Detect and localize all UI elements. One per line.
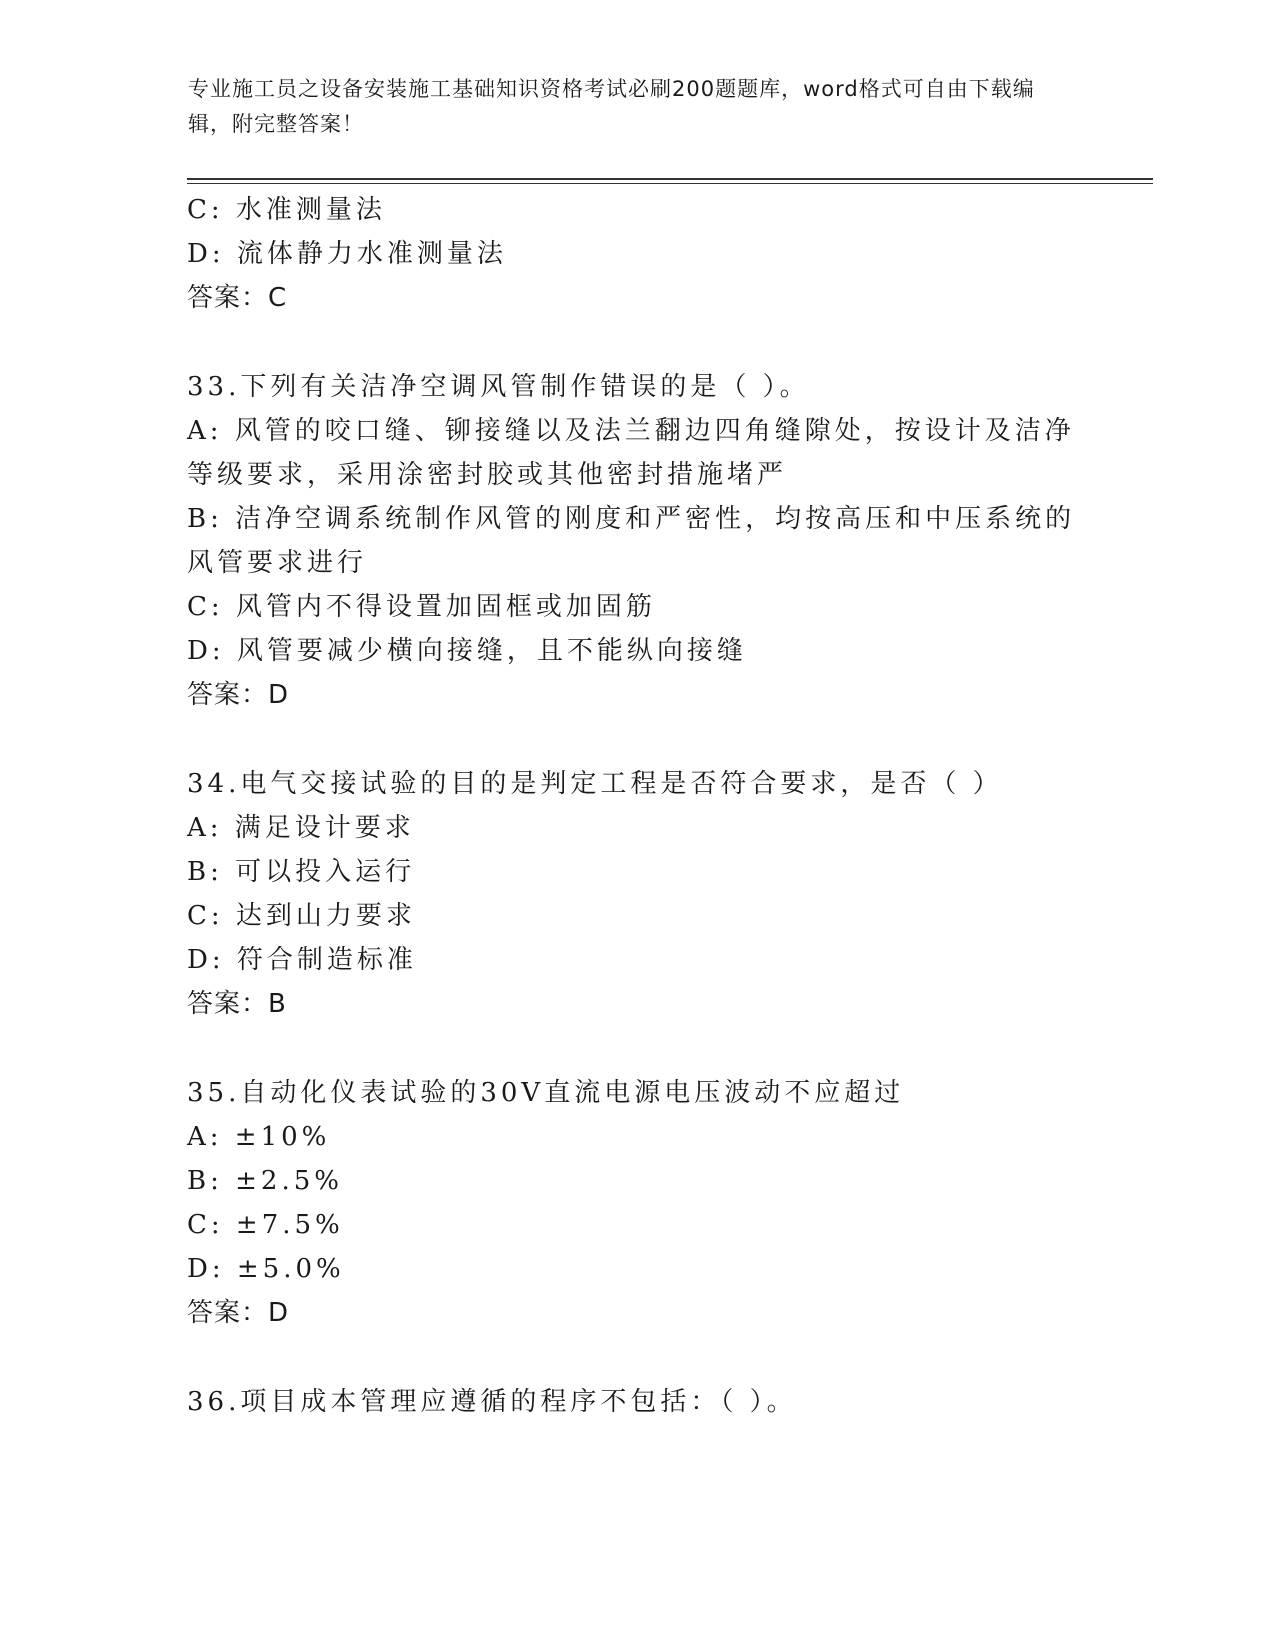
question-stem: 34.电气交接试验的目的是判定工程是否符合要求，是否（ ）: [187, 769, 1003, 799]
question-content: [187, 188, 1087, 1424]
spacer: [187, 717, 1087, 762]
option-c: C: ±7.5%: [187, 1210, 344, 1240]
lead-answer: 答案：C: [187, 283, 288, 313]
answer: 答案：D: [187, 1298, 290, 1328]
lead-option-d: D: 流体静力水准测量法: [187, 239, 507, 269]
answer: 答案：D: [187, 680, 290, 710]
option-c: C: 达到山力要求: [187, 901, 416, 931]
option-a: A: 风管的咬口缝、铆接缝以及法兰翻边四角缝隙处，按设计及洁净等级要求，采用涂密封胶或其他密封措施堵严: [187, 416, 1075, 490]
option-a: A: ±10%: [187, 1122, 331, 1152]
question-stem: 33.下列有关洁净空调风管制作错误的是（ ）。: [187, 372, 810, 402]
question-35: [187, 1071, 1087, 1335]
header-rule-thick: [187, 178, 1153, 180]
option-d: D: 符合制造标准: [187, 945, 417, 975]
option-b: B: 可以投入运行: [187, 857, 416, 887]
header-title: 专业施工员之设备安装施工基础知识资格考试必刷200题题库，word格式可自由下载编辑，附完整答案！: [188, 77, 1035, 136]
question-36: [187, 1380, 1087, 1424]
answer: 答案：B: [187, 989, 287, 1019]
option-c: C: 风管内不得设置加固框或加固筋: [187, 592, 656, 622]
document-header: [188, 72, 1068, 142]
header-rule-thin: [187, 183, 1153, 184]
option-b: B: 洁净空调系统制作风管的刚度和严密性，均按高压和中压系统的风管要求进行: [187, 504, 1076, 578]
option-a: A: 满足设计要求: [187, 813, 415, 843]
question-stem: 36.项目成本管理应遵循的程序不包括：（ ）。: [187, 1387, 797, 1417]
spacer: [187, 1335, 1087, 1380]
question-34: [187, 762, 1087, 1026]
question-stem: 35.自动化仪表试验的30V直流电源电压波动不应超过: [187, 1078, 905, 1108]
option-b: B: ±2.5%: [187, 1166, 343, 1196]
option-d: D: ±5.0%: [187, 1254, 345, 1284]
question-33: [187, 365, 1087, 717]
spacer: [187, 1026, 1087, 1071]
lead-option-c: C: 水准测量法: [187, 195, 386, 225]
option-d: D: 风管要减少横向接缝，且不能纵向接缝: [187, 636, 747, 666]
spacer: [187, 320, 1087, 365]
